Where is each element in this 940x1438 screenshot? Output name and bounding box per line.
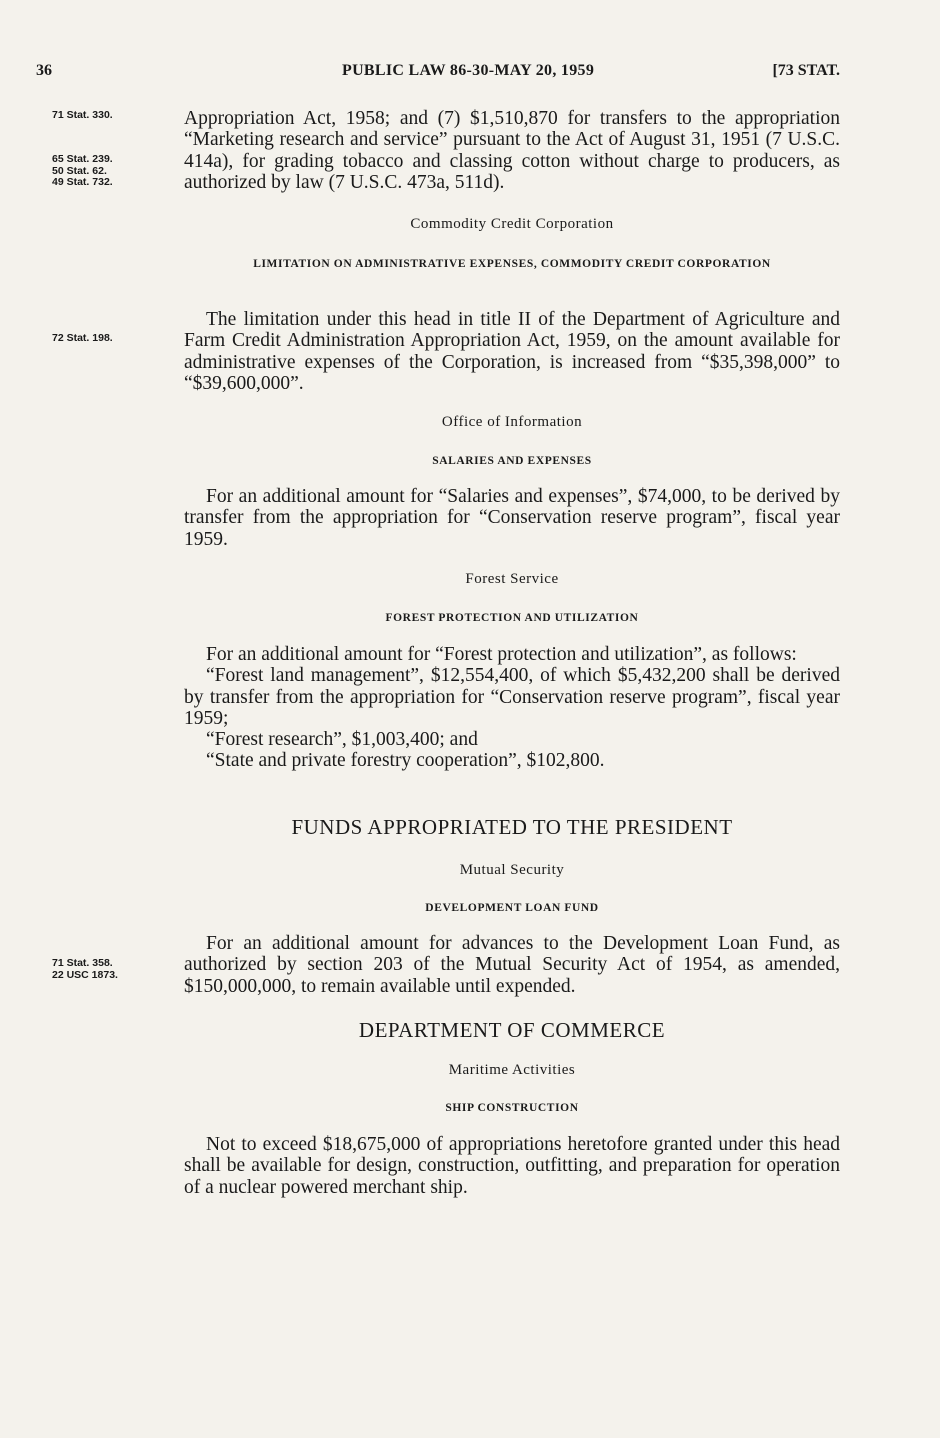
statute-volume: [73 STAT.: [772, 62, 840, 79]
margin-note: [52, 958, 162, 981]
paragraph-forest: [184, 644, 840, 772]
paragraph: “State and private forestry cooperation”, $102,800.: [206, 750, 605, 772]
section-heading: Forest Service: [465, 571, 559, 587]
paragraph: Appropriation Act, 1958; and (7) $1,510,870 for transfers to the appropriation “Marketing research and service” pursuant to the Act of August 31, 1951 (7 U.S.C. 414a), for grading tobacco and classing cotton without charge to producers, as authorized by law (7 U.S.C. 473a, 511d).: [184, 108, 840, 193]
margin-note-line: 50 Stat. 62.: [52, 164, 107, 177]
paragraph: “Forest research”, $1,003,400; and: [206, 729, 478, 751]
paragraph-intro: [184, 108, 840, 193]
paragraph: For an additional amount for advances to the Development Loan Fund, as authorized by section 203 of the Mutual Security Act of 1954, as amended, $150,000,000, to remain available until expended.: [184, 933, 840, 997]
section-heading: Commodity Credit Corporation: [410, 216, 614, 232]
subheading: SALARIES AND EXPENSES: [432, 455, 592, 467]
page-header: [36, 62, 840, 88]
paragraph: The limitation under this head in title II of the Department of Agriculture and Farm Credit Administration Appropriation Act, 1959, on the amount available for administrative expenses of the Corporation, is increased from “$35,398,000” to “$39,600,000”.: [184, 309, 840, 394]
margin-note-line: 71 Stat. 358.: [52, 957, 113, 969]
paragraph: “Forest land management”, $12,554,400, of which $5,432,200 shall be derived by transfer from the appropriation for “Conservation reserve program”, fiscal year 1959;: [184, 665, 840, 729]
section-heading: Maritime Activities: [448, 1062, 576, 1078]
margin-note-line: 65 Stat. 239.: [52, 153, 113, 165]
paragraph-dlf: [184, 933, 840, 997]
page-number: 36: [36, 62, 52, 79]
margin-note: 71 Stat. 330.: [52, 109, 113, 121]
paragraph-ship: [184, 1134, 840, 1198]
margin-note-line: 22 USC 1873.: [52, 968, 118, 981]
paragraph: For an additional amount for “Salaries and expenses”, $74,000, to be derived by transfer from the appropriation for “Conservation reserve program”, fiscal year 1959.: [184, 486, 840, 550]
subheading: SHIP CONSTRUCTION: [445, 1102, 579, 1114]
subheading: FOREST PROTECTION AND UTILIZATION: [385, 612, 639, 624]
section-heading: Office of Information: [441, 414, 583, 430]
subheading: DEVELOPMENT LOAN FUND: [425, 902, 599, 914]
paragraph-info: [184, 486, 840, 550]
margin-note: [52, 154, 162, 189]
paragraph-ccc: [184, 309, 840, 394]
margin-note: 72 Stat. 198.: [52, 332, 113, 344]
major-heading: DEPARTMENT OF COMMERCE: [358, 1018, 666, 1042]
paragraph: For an additional amount for “Forest protection and utilization”, as follows:: [206, 644, 797, 665]
major-heading: FUNDS APPROPRIATED TO THE PRESIDENT: [291, 815, 733, 839]
paragraph: Not to exceed $18,675,000 of appropriations heretofore granted under this head shall be available for design, construction, outfitting, and preparation for operation of a nuclear powered merchant ship.: [184, 1134, 840, 1198]
page-title: PUBLIC LAW 86-30-MAY 20, 1959: [342, 62, 595, 79]
subheading: LIMITATION ON ADMINISTRATIVE EXPENSES, COMMODITY CREDIT CORPORATION: [253, 258, 771, 270]
margin-note-line: 49 Stat. 732.: [52, 176, 113, 188]
section-heading: Mutual Security: [459, 862, 565, 878]
